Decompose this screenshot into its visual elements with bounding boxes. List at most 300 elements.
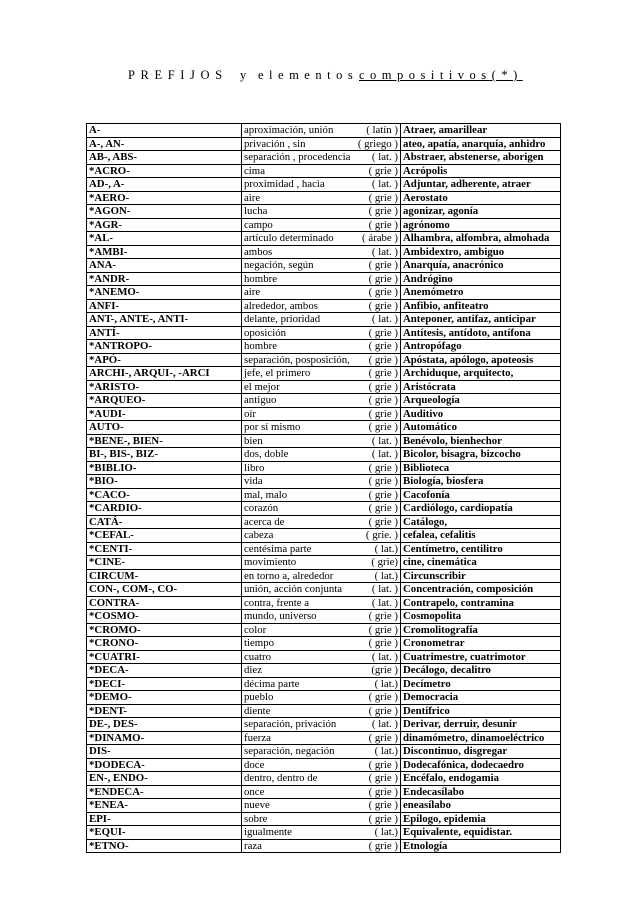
table-row bbox=[87, 637, 561, 651]
table-row bbox=[87, 569, 561, 583]
prefix-cell: *APÓ- bbox=[87, 353, 242, 367]
meaning-text: diez bbox=[244, 664, 262, 677]
meaning-text: proximidad , hacia bbox=[244, 178, 325, 191]
meaning-text: pueblo bbox=[244, 691, 274, 704]
table-row bbox=[87, 137, 561, 151]
origin-text: ( grie ) bbox=[368, 340, 398, 353]
table-row bbox=[87, 731, 561, 745]
origin-text: ( grie ) bbox=[368, 515, 398, 528]
meaning-cell bbox=[242, 448, 401, 462]
examples-cell: Anteponer, antifaz, anticipar bbox=[401, 313, 561, 327]
prefix-cell: *CINE- bbox=[87, 556, 242, 570]
prefixes-table-body bbox=[87, 124, 561, 853]
meaning-cell bbox=[242, 772, 401, 786]
examples-cell: agrónomo bbox=[401, 218, 561, 232]
meaning-cell bbox=[242, 542, 401, 556]
origin-text: ( grie ) bbox=[368, 461, 398, 474]
examples-cell: Biología, biosfera bbox=[401, 475, 561, 489]
origin-text: ( lat.) bbox=[374, 677, 398, 690]
meaning-text: negación, según bbox=[244, 259, 314, 272]
meaning-text: once bbox=[244, 785, 265, 798]
examples-cell: Atraer, amarillear bbox=[401, 124, 561, 138]
table-row bbox=[87, 191, 561, 205]
origin-text: ( grie ) bbox=[368, 394, 398, 407]
origin-text: ( grie ) bbox=[368, 286, 398, 299]
prefix-cell: *CEFAL- bbox=[87, 529, 242, 543]
meaning-cell bbox=[242, 529, 401, 543]
meaning-text: separación, privación bbox=[244, 718, 337, 731]
origin-text: ( grie ) bbox=[368, 218, 398, 231]
meaning-cell bbox=[242, 596, 401, 610]
table-row bbox=[87, 556, 561, 570]
examples-cell: Decálogo, decalitro bbox=[401, 664, 561, 678]
meaning-text: antiguo bbox=[244, 394, 277, 407]
table-row bbox=[87, 394, 561, 408]
examples-cell: Aerostato bbox=[401, 191, 561, 205]
meaning-text: fuerza bbox=[244, 731, 271, 744]
prefix-cell: *ENEA- bbox=[87, 799, 242, 813]
examples-cell: Arqueología bbox=[401, 394, 561, 408]
examples-cell: Cuatrimestre, cuatrimotor bbox=[401, 650, 561, 664]
examples-cell: Cromolitografía bbox=[401, 623, 561, 637]
table-row bbox=[87, 272, 561, 286]
origin-text: ( grie ) bbox=[368, 772, 398, 785]
meaning-cell bbox=[242, 610, 401, 624]
meaning-cell bbox=[242, 502, 401, 516]
origin-text: ( grie ) bbox=[368, 731, 398, 744]
prefix-cell: *ACRO- bbox=[87, 164, 242, 178]
origin-text: ( lat. ) bbox=[371, 596, 398, 609]
table-row bbox=[87, 313, 561, 327]
origin-text: ( griego ) bbox=[357, 137, 398, 150]
prefix-cell: *CARDIO- bbox=[87, 502, 242, 516]
origin-text: ( grie ) bbox=[368, 623, 398, 636]
examples-cell: Contrapelo, contramina bbox=[401, 596, 561, 610]
prefix-cell: AD-, A- bbox=[87, 178, 242, 192]
table-row bbox=[87, 448, 561, 462]
meaning-text: lucha bbox=[244, 205, 268, 218]
meaning-cell bbox=[242, 731, 401, 745]
origin-text: (grie ) bbox=[371, 664, 398, 677]
prefix-cell: A- bbox=[87, 124, 242, 138]
table-row bbox=[87, 326, 561, 340]
table-row bbox=[87, 704, 561, 718]
examples-cell: Aristócrata bbox=[401, 380, 561, 394]
examples-cell: Equivalente, equidistar. bbox=[401, 826, 561, 840]
table-row bbox=[87, 839, 561, 853]
table-row bbox=[87, 610, 561, 624]
prefix-cell: *ENDECA- bbox=[87, 785, 242, 799]
examples-cell: Benévolo, bienhechor bbox=[401, 434, 561, 448]
meaning-cell bbox=[242, 461, 401, 475]
origin-text: ( grie ) bbox=[368, 367, 398, 380]
table-row bbox=[87, 299, 561, 313]
meaning-cell bbox=[242, 745, 401, 759]
prefix-cell: *DECA- bbox=[87, 664, 242, 678]
examples-cell: Alhambra, alfombra, almohada bbox=[401, 232, 561, 246]
prefixes-table bbox=[86, 123, 561, 853]
meaning-cell bbox=[242, 407, 401, 421]
origin-text: ( grie ) bbox=[368, 799, 398, 812]
meaning-cell bbox=[242, 434, 401, 448]
origin-text: ( grie ) bbox=[368, 380, 398, 393]
origin-text: ( grie ) bbox=[368, 205, 398, 218]
meaning-cell bbox=[242, 178, 401, 192]
examples-cell: dinamómetro, dinamoeléctrico bbox=[401, 731, 561, 745]
prefix-cell: ANTÍ- bbox=[87, 326, 242, 340]
table-row bbox=[87, 596, 561, 610]
meaning-text: diente bbox=[244, 704, 271, 717]
meaning-text: igualmente bbox=[244, 826, 292, 839]
table-row bbox=[87, 664, 561, 678]
meaning-text: acerca de bbox=[244, 515, 285, 528]
origin-text: ( grie ) bbox=[368, 272, 398, 285]
meaning-text: unión, acción conjunta bbox=[244, 583, 343, 596]
origin-text: ( lat. ) bbox=[371, 650, 398, 663]
table-row bbox=[87, 461, 561, 475]
meaning-cell bbox=[242, 691, 401, 705]
meaning-text: jefe, el primero bbox=[244, 367, 311, 380]
table-row bbox=[87, 515, 561, 529]
examples-cell: Encéfalo, endogamia bbox=[401, 772, 561, 786]
meaning-cell bbox=[242, 124, 401, 138]
origin-text: ( grie ) bbox=[368, 326, 398, 339]
origin-text: ( grie ) bbox=[368, 488, 398, 501]
examples-cell: ateo, apatía, anarquía, anhidro bbox=[401, 137, 561, 151]
origin-text: ( grie ) bbox=[368, 259, 398, 272]
origin-text: ( grie ) bbox=[368, 164, 398, 177]
meaning-cell bbox=[242, 799, 401, 813]
origin-text: ( grie ) bbox=[368, 704, 398, 717]
prefix-cell: *AGR- bbox=[87, 218, 242, 232]
meaning-text: cima bbox=[244, 164, 265, 177]
table-row bbox=[87, 812, 561, 826]
meaning-text: movimiento bbox=[244, 556, 297, 569]
meaning-text: nueve bbox=[244, 799, 270, 812]
meaning-cell bbox=[242, 569, 401, 583]
prefix-cell: *ANTROPO- bbox=[87, 340, 242, 354]
prefix-cell: *CUATRI- bbox=[87, 650, 242, 664]
prefix-cell: *DEMO- bbox=[87, 691, 242, 705]
meaning-text: separación, negación bbox=[244, 745, 335, 758]
prefix-cell: CIRCUM- bbox=[87, 569, 242, 583]
origin-text: ( grie) bbox=[371, 556, 398, 569]
prefix-cell: *AUDI- bbox=[87, 407, 242, 421]
table-row bbox=[87, 164, 561, 178]
origin-text: ( lat. ) bbox=[371, 151, 398, 164]
meaning-text: oír bbox=[244, 407, 256, 420]
examples-cell: Discontinuo, disgregar bbox=[401, 745, 561, 759]
examples-cell: Circunscribir bbox=[401, 569, 561, 583]
meaning-cell bbox=[242, 475, 401, 489]
prefix-cell: CONTRA- bbox=[87, 596, 242, 610]
origin-text: ( lat.) bbox=[374, 745, 398, 758]
prefix-cell: EPI- bbox=[87, 812, 242, 826]
examples-cell: Cardiólogo, cardiopatía bbox=[401, 502, 561, 516]
examples-cell: Decímetro bbox=[401, 677, 561, 691]
table-row bbox=[87, 785, 561, 799]
origin-text: ( grie ) bbox=[368, 421, 398, 434]
prefix-cell: *DECI- bbox=[87, 677, 242, 691]
meaning-text: doce bbox=[244, 758, 265, 771]
meaning-cell bbox=[242, 488, 401, 502]
meaning-text: bien bbox=[244, 434, 263, 447]
prefix-cell: *CRONO- bbox=[87, 637, 242, 651]
meaning-cell bbox=[242, 785, 401, 799]
examples-cell: Cacofonía bbox=[401, 488, 561, 502]
examples-cell: Anemómetro bbox=[401, 286, 561, 300]
origin-text: ( lat. ) bbox=[371, 178, 398, 191]
meaning-cell bbox=[242, 232, 401, 246]
meaning-cell bbox=[242, 380, 401, 394]
meaning-cell bbox=[242, 164, 401, 178]
meaning-cell bbox=[242, 259, 401, 273]
origin-text: ( grie ) bbox=[368, 691, 398, 704]
meaning-cell bbox=[242, 299, 401, 313]
prefix-cell: AB-, ABS- bbox=[87, 151, 242, 165]
table-row bbox=[87, 529, 561, 543]
meaning-cell bbox=[242, 205, 401, 219]
examples-cell: Apóstata, apólogo, apoteosis bbox=[401, 353, 561, 367]
origin-text: ( grie ) bbox=[368, 610, 398, 623]
meaning-text: dentro, dentro de bbox=[244, 772, 318, 785]
examples-cell: Etnología bbox=[401, 839, 561, 853]
meaning-cell bbox=[242, 340, 401, 354]
examples-cell: Acrópolis bbox=[401, 164, 561, 178]
examples-cell: agonizar, agonía bbox=[401, 205, 561, 219]
title-prefijos: PREFIJOS bbox=[128, 68, 228, 82]
table-row bbox=[87, 205, 561, 219]
origin-text: ( lat. ) bbox=[371, 448, 398, 461]
origin-text: ( lat.) bbox=[374, 542, 398, 555]
examples-cell: Anfibio, anfiteatro bbox=[401, 299, 561, 313]
table-row bbox=[87, 502, 561, 516]
meaning-text: contra, frente a bbox=[244, 596, 310, 609]
prefix-cell: *CENTI- bbox=[87, 542, 242, 556]
examples-cell: Automático bbox=[401, 421, 561, 435]
meaning-text: privación , sin bbox=[244, 137, 306, 150]
title-y: y bbox=[240, 68, 247, 82]
meaning-text: en torno a, alrededor bbox=[244, 569, 334, 582]
prefix-cell: *AGON- bbox=[87, 205, 242, 219]
prefix-cell: *AMBI- bbox=[87, 245, 242, 259]
examples-cell: Cronometrar bbox=[401, 637, 561, 651]
prefix-cell: A-, AN- bbox=[87, 137, 242, 151]
table-row bbox=[87, 623, 561, 637]
meaning-text: aire bbox=[244, 191, 261, 204]
origin-text: ( lat. ) bbox=[371, 313, 398, 326]
examples-cell: Bicolor, bisagra, bizcocho bbox=[401, 448, 561, 462]
meaning-cell bbox=[242, 421, 401, 435]
origin-text: ( grie ) bbox=[368, 839, 398, 852]
meaning-cell bbox=[242, 677, 401, 691]
examples-cell: Biblioteca bbox=[401, 461, 561, 475]
prefix-cell: ANA- bbox=[87, 259, 242, 273]
table-row bbox=[87, 826, 561, 840]
table-row bbox=[87, 718, 561, 732]
meaning-text: separación , procedencia bbox=[244, 151, 351, 164]
table-row bbox=[87, 758, 561, 772]
meaning-text: raza bbox=[244, 839, 262, 852]
meaning-text: centésima parte bbox=[244, 542, 312, 555]
meaning-cell bbox=[242, 556, 401, 570]
prefix-cell: CON-, COM-, CO- bbox=[87, 583, 242, 597]
meaning-cell bbox=[242, 151, 401, 165]
table-row bbox=[87, 218, 561, 232]
title-compositivos: compositivos(*) bbox=[359, 68, 523, 82]
examples-cell: Ambidextro, ambiguo bbox=[401, 245, 561, 259]
examples-cell: Antítesis, antídoto, antífona bbox=[401, 326, 561, 340]
meaning-cell bbox=[242, 704, 401, 718]
meaning-cell bbox=[242, 515, 401, 529]
prefix-cell: *DENT- bbox=[87, 704, 242, 718]
meaning-text: corazón bbox=[244, 502, 279, 515]
prefix-cell: ANT-, ANTE-, ANTI- bbox=[87, 313, 242, 327]
prefix-cell: AUTO- bbox=[87, 421, 242, 435]
origin-text: ( lat. ) bbox=[371, 434, 398, 447]
meaning-text: vida bbox=[244, 475, 263, 488]
origin-text: ( grie ) bbox=[368, 407, 398, 420]
table-row bbox=[87, 650, 561, 664]
prefix-cell: *DODECA- bbox=[87, 758, 242, 772]
meaning-text: aproximación, unión bbox=[244, 124, 334, 137]
table-row bbox=[87, 488, 561, 502]
meaning-text: el mejor bbox=[244, 380, 280, 393]
meaning-cell bbox=[242, 839, 401, 853]
prefix-cell: *ANDR- bbox=[87, 272, 242, 286]
meaning-text: oposición bbox=[244, 326, 286, 339]
origin-text: ( grie ) bbox=[368, 475, 398, 488]
origin-text: ( lat. ) bbox=[371, 583, 398, 596]
table-row bbox=[87, 151, 561, 165]
table-row bbox=[87, 286, 561, 300]
prefix-cell: DIS- bbox=[87, 745, 242, 759]
meaning-text: aire bbox=[244, 286, 261, 299]
origin-text: ( lat.) bbox=[374, 826, 398, 839]
prefix-cell: *EQUI- bbox=[87, 826, 242, 840]
examples-cell: Derivar, derruir, desunir bbox=[401, 718, 561, 732]
meaning-cell bbox=[242, 313, 401, 327]
examples-cell: Centímetro, centilitro bbox=[401, 542, 561, 556]
examples-cell: cine, cinemática bbox=[401, 556, 561, 570]
examples-cell: Dodecafónica, dodecaedro bbox=[401, 758, 561, 772]
meaning-text: cabeza bbox=[244, 529, 274, 542]
prefix-cell: *BIBLIO- bbox=[87, 461, 242, 475]
meaning-text: por sí mismo bbox=[244, 421, 301, 434]
meaning-text: tiempo bbox=[244, 637, 274, 650]
examples-cell: Epílogo, epidemia bbox=[401, 812, 561, 826]
origin-text: ( grie ) bbox=[368, 812, 398, 825]
prefix-cell: *DINAMO- bbox=[87, 731, 242, 745]
table-row bbox=[87, 367, 561, 381]
origin-text: ( lat. ) bbox=[371, 718, 398, 731]
examples-cell: Adjuntar, adherente, atraer bbox=[401, 178, 561, 192]
origin-text: ( grie ) bbox=[368, 637, 398, 650]
table-row bbox=[87, 677, 561, 691]
meaning-cell bbox=[242, 353, 401, 367]
examples-cell: Cosmopolita bbox=[401, 610, 561, 624]
table-row bbox=[87, 124, 561, 138]
prefix-cell: DE-, DES- bbox=[87, 718, 242, 732]
meaning-cell bbox=[242, 826, 401, 840]
meaning-cell bbox=[242, 758, 401, 772]
meaning-text: artículo determinado bbox=[244, 232, 334, 245]
meaning-cell bbox=[242, 650, 401, 664]
examples-cell: Concentración, composición bbox=[401, 583, 561, 597]
table-row bbox=[87, 232, 561, 246]
meaning-text: separación, posposición, bbox=[244, 353, 350, 366]
examples-cell: Catálogo, bbox=[401, 515, 561, 529]
meaning-text: libro bbox=[244, 461, 265, 474]
table-row bbox=[87, 745, 561, 759]
examples-cell: Anarquía, anacrónico bbox=[401, 259, 561, 273]
prefix-cell: *CROMO- bbox=[87, 623, 242, 637]
prefix-cell: *ARQUEO- bbox=[87, 394, 242, 408]
origin-text: ( grie ) bbox=[368, 299, 398, 312]
origin-text: ( grie ) bbox=[368, 502, 398, 515]
table-row bbox=[87, 259, 561, 273]
meaning-cell bbox=[242, 664, 401, 678]
meaning-text: hombre bbox=[244, 272, 277, 285]
prefix-cell: *ARISTO- bbox=[87, 380, 242, 394]
meaning-text: delante, prioridad bbox=[244, 313, 321, 326]
examples-cell: Democracia bbox=[401, 691, 561, 705]
table-row bbox=[87, 542, 561, 556]
meaning-text: décima parte bbox=[244, 677, 300, 690]
meaning-text: ambos bbox=[244, 245, 273, 258]
prefix-cell: *ETNO- bbox=[87, 839, 242, 853]
examples-cell: Dentífrico bbox=[401, 704, 561, 718]
origin-text: ( grie ) bbox=[368, 353, 398, 366]
table-row bbox=[87, 583, 561, 597]
examples-cell: Andrógino bbox=[401, 272, 561, 286]
origin-text: ( grie ) bbox=[368, 758, 398, 771]
meaning-cell bbox=[242, 218, 401, 232]
meaning-cell bbox=[242, 718, 401, 732]
meaning-text: alrededor, ambos bbox=[244, 299, 318, 312]
table-row bbox=[87, 799, 561, 813]
origin-text: ( grie ) bbox=[368, 191, 398, 204]
meaning-cell bbox=[242, 326, 401, 340]
examples-cell: Abstraer, abstenerse, aborigen bbox=[401, 151, 561, 165]
prefix-cell: ANFI- bbox=[87, 299, 242, 313]
meaning-cell bbox=[242, 812, 401, 826]
meaning-text: mundo, universo bbox=[244, 610, 317, 623]
prefix-cell: CATÁ- bbox=[87, 515, 242, 529]
prefix-cell: BI-, BIS-, BIZ- bbox=[87, 448, 242, 462]
table-row bbox=[87, 421, 561, 435]
meaning-cell bbox=[242, 583, 401, 597]
meaning-cell bbox=[242, 637, 401, 651]
prefix-cell: *AERO- bbox=[87, 191, 242, 205]
table-row bbox=[87, 772, 561, 786]
origin-text: ( árabe ) bbox=[362, 232, 398, 245]
origin-text: ( lat. ) bbox=[371, 245, 398, 258]
table-row bbox=[87, 475, 561, 489]
meaning-text: cuatro bbox=[244, 650, 271, 663]
origin-text: ( latín ) bbox=[366, 124, 398, 137]
meaning-text: dos, doble bbox=[244, 448, 289, 461]
table-row bbox=[87, 353, 561, 367]
meaning-cell bbox=[242, 191, 401, 205]
examples-cell: Endecasílabo bbox=[401, 785, 561, 799]
examples-cell: cefalea, cefalitis bbox=[401, 529, 561, 543]
examples-cell: Archiduque, arquitecto, bbox=[401, 367, 561, 381]
meaning-text: color bbox=[244, 623, 267, 636]
meaning-cell bbox=[242, 367, 401, 381]
prefix-cell: *CACO- bbox=[87, 488, 242, 502]
table-row bbox=[87, 434, 561, 448]
